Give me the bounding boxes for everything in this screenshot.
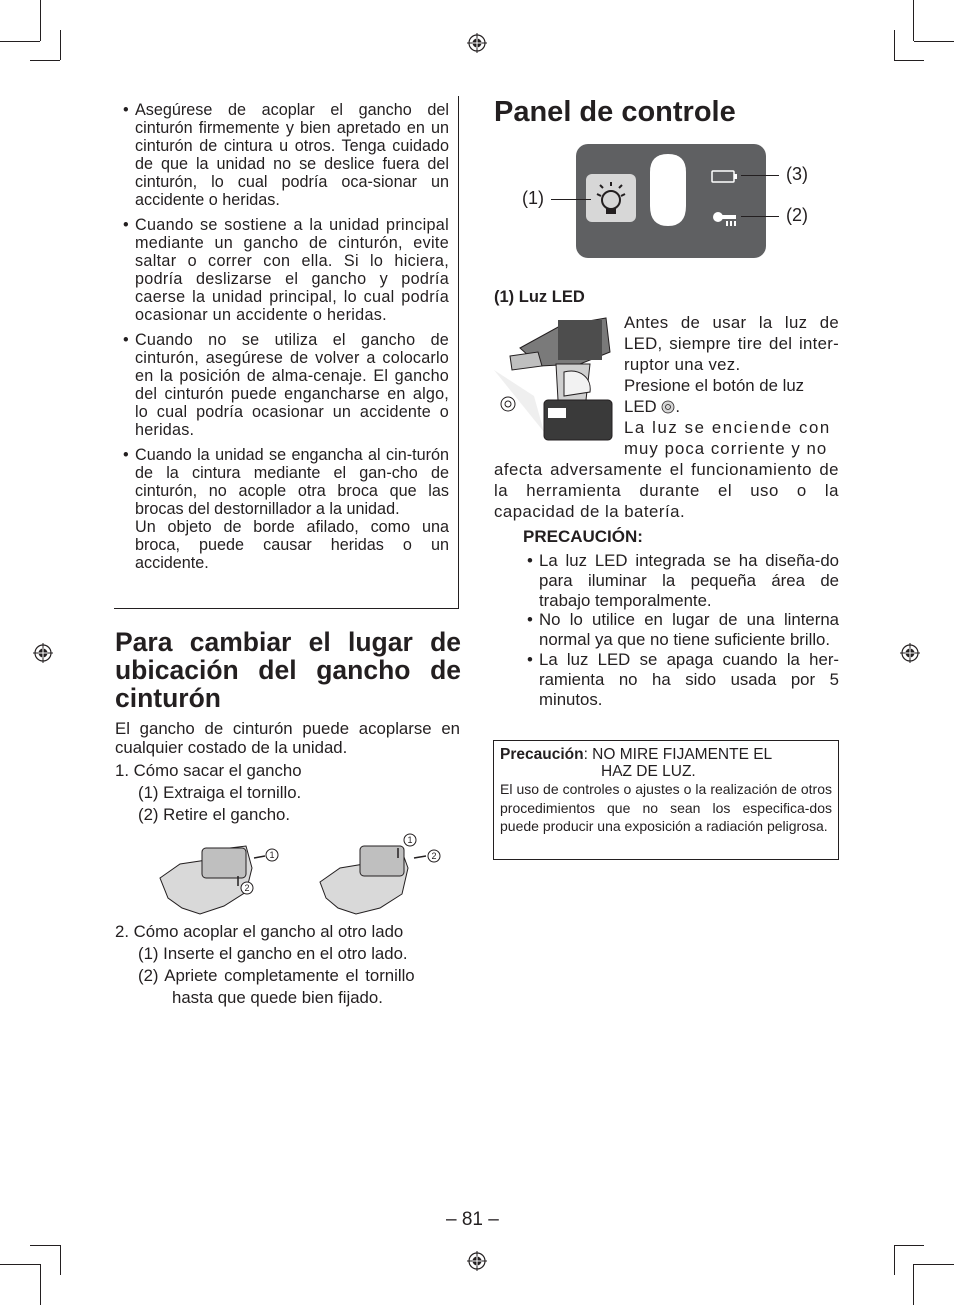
crop-mark bbox=[894, 1245, 924, 1246]
callout-2: (2) bbox=[786, 205, 808, 225]
led-paragraph-3c: afecta adversamente el funcionamiento de la herramienta durante el uso o la capacidad de la batería. bbox=[494, 460, 839, 521]
led-button-icon bbox=[661, 400, 675, 414]
figure-mark: 2 bbox=[431, 851, 437, 861]
warning-box bbox=[114, 96, 459, 609]
caution-item: • No lo utilice en lugar de una linterna normal ya que no tiene suficiente brillo. bbox=[523, 610, 839, 650]
caution-box-body: El uso de controles o ajustes o la realización de otros procedimientos que no sean los especifica-dos puede producir una exposición a radiación peligrosa. bbox=[500, 781, 832, 834]
registration-mark-icon bbox=[467, 33, 487, 53]
callout-1: (1) bbox=[522, 188, 544, 208]
crop-mark bbox=[60, 1245, 61, 1275]
step-2a: (1) Inserte el gancho en el otro lado. bbox=[138, 944, 408, 963]
warning-item bbox=[114, 331, 449, 439]
led-paragraph-2-text: Presione el botón de luz bbox=[624, 376, 805, 395]
warning-list bbox=[114, 96, 458, 572]
led-paragraph-2-end: . bbox=[675, 397, 680, 416]
led-heading: (1) Luz LED bbox=[494, 288, 585, 306]
warning-item-text: • Cuando la unidad se engancha al cin-turón de la cintura mediante el gan-cho de cinturón, no acople otra broca que las brocas del destornillador a la unidad. bbox=[135, 446, 449, 518]
registration-mark-icon bbox=[900, 643, 920, 663]
warning-item-text: Cuando no se utiliza el gancho de cinturón, asegúrese de volver a colocarlo en la posición de alma-cenaje. El gancho del cinturón puede engancharse en algo, lo cual podría ocasionar un accidente o heridas. bbox=[135, 331, 449, 439]
crop-mark bbox=[914, 1264, 954, 1265]
warning-item-text: Cuando se sostiene a la unidad principal mediante un gancho de cinturón, evite saltar o correr con ella. Si lo hiciera, podría deslizarse el gancho y podría caerse la unidad principal, lo cual podría ocasionar un accidente o heridas. bbox=[135, 216, 449, 324]
warning-item bbox=[114, 101, 449, 209]
figure-mark: 1 bbox=[407, 835, 413, 845]
callout-line-3 bbox=[741, 175, 779, 176]
step-2b: (2) Apriete completamente el tornillo bbox=[138, 966, 415, 985]
figure-mark: 2 bbox=[244, 883, 250, 893]
step-2: 2. Cómo acoplar el gancho al otro lado bbox=[115, 922, 404, 941]
crop-mark bbox=[60, 30, 61, 60]
control-panel-illustration bbox=[576, 144, 766, 258]
caution-item: • La luz LED integrada se ha diseña-do para iluminar la pequeña área de trabajo temporalmente. bbox=[523, 551, 839, 610]
callout-line-2 bbox=[741, 216, 779, 217]
crop-mark bbox=[30, 1245, 60, 1246]
crop-mark bbox=[894, 1245, 895, 1275]
caution-box-title-strong: Precaución bbox=[500, 746, 584, 763]
figure-mark: 1 bbox=[269, 850, 275, 860]
led-paragraph-3b: muy poca corriente y no bbox=[624, 439, 828, 458]
drill-illustration bbox=[494, 312, 622, 444]
led-paragraph-3a: La luz se enciende con bbox=[624, 418, 831, 437]
step-1b: (2) Retire el gancho. bbox=[138, 805, 291, 824]
crop-mark bbox=[914, 41, 954, 42]
page-title: Panel de controle bbox=[494, 96, 736, 128]
caution-list bbox=[523, 551, 839, 709]
crop-mark bbox=[894, 30, 895, 60]
caution-box-title-rest: : NO MIRE FIJAMENTE EL bbox=[583, 746, 773, 763]
callout-3: (3) bbox=[786, 164, 808, 184]
warning-item bbox=[114, 216, 449, 324]
crop-mark bbox=[913, 0, 914, 41]
caution-box-title bbox=[500, 746, 832, 763]
crop-mark bbox=[30, 60, 60, 61]
led-paragraph-1: Antes de usar la luz de LED, siempre tire del inter-ruptor una vez. bbox=[624, 313, 839, 374]
callout-line-1 bbox=[551, 199, 591, 200]
crop-mark bbox=[913, 1264, 914, 1305]
section-intro: El gancho de cinturón puede acoplarse en cualquier costado de la unidad. bbox=[115, 719, 460, 757]
led-paragraph-2 bbox=[624, 375, 839, 417]
caution-heading: PRECAUCIÓN: bbox=[523, 527, 643, 546]
belt-hook-figure bbox=[150, 828, 450, 918]
page-number: – 81 – bbox=[446, 1209, 499, 1230]
step-1a: (1) Extraiga el tornillo. bbox=[138, 783, 302, 802]
registration-mark-icon bbox=[33, 643, 53, 663]
step-2b-cont: hasta que quede bien fijado. bbox=[172, 988, 383, 1007]
crop-mark bbox=[0, 41, 40, 42]
caution-box-title-line2: HAZ DE LUZ. bbox=[601, 763, 696, 780]
section-heading: Para cambiar el lugar de ubicación del gancho de cinturón bbox=[115, 627, 461, 713]
crop-mark bbox=[894, 60, 924, 61]
radiation-caution-box bbox=[493, 740, 839, 860]
caution-item: • La luz LED se apaga cuando la her-ramienta no ha sido usada por 5 minutos. bbox=[523, 650, 839, 709]
warning-item-text: Asegúrese de acoplar el gancho del cinturón firmemente y bien apretado en un cinturón de cintura u otros. Tenga cuidado de que la unidad no se deslice fuera del cinturón, lo cual podría oca-sionar un accidente o heridas. bbox=[135, 101, 449, 209]
crop-mark bbox=[40, 1264, 41, 1305]
led-paragraph-2-led: LED bbox=[624, 397, 657, 416]
warning-item bbox=[114, 446, 449, 572]
step-1: 1. Cómo sacar el gancho bbox=[115, 761, 302, 780]
crop-mark bbox=[0, 1264, 40, 1265]
warning-item-extra: Un objeto de borde afilado, como una broca, puede causar heridas o un accidente. bbox=[135, 518, 449, 572]
registration-mark-icon bbox=[467, 1251, 487, 1271]
crop-mark bbox=[40, 0, 41, 41]
